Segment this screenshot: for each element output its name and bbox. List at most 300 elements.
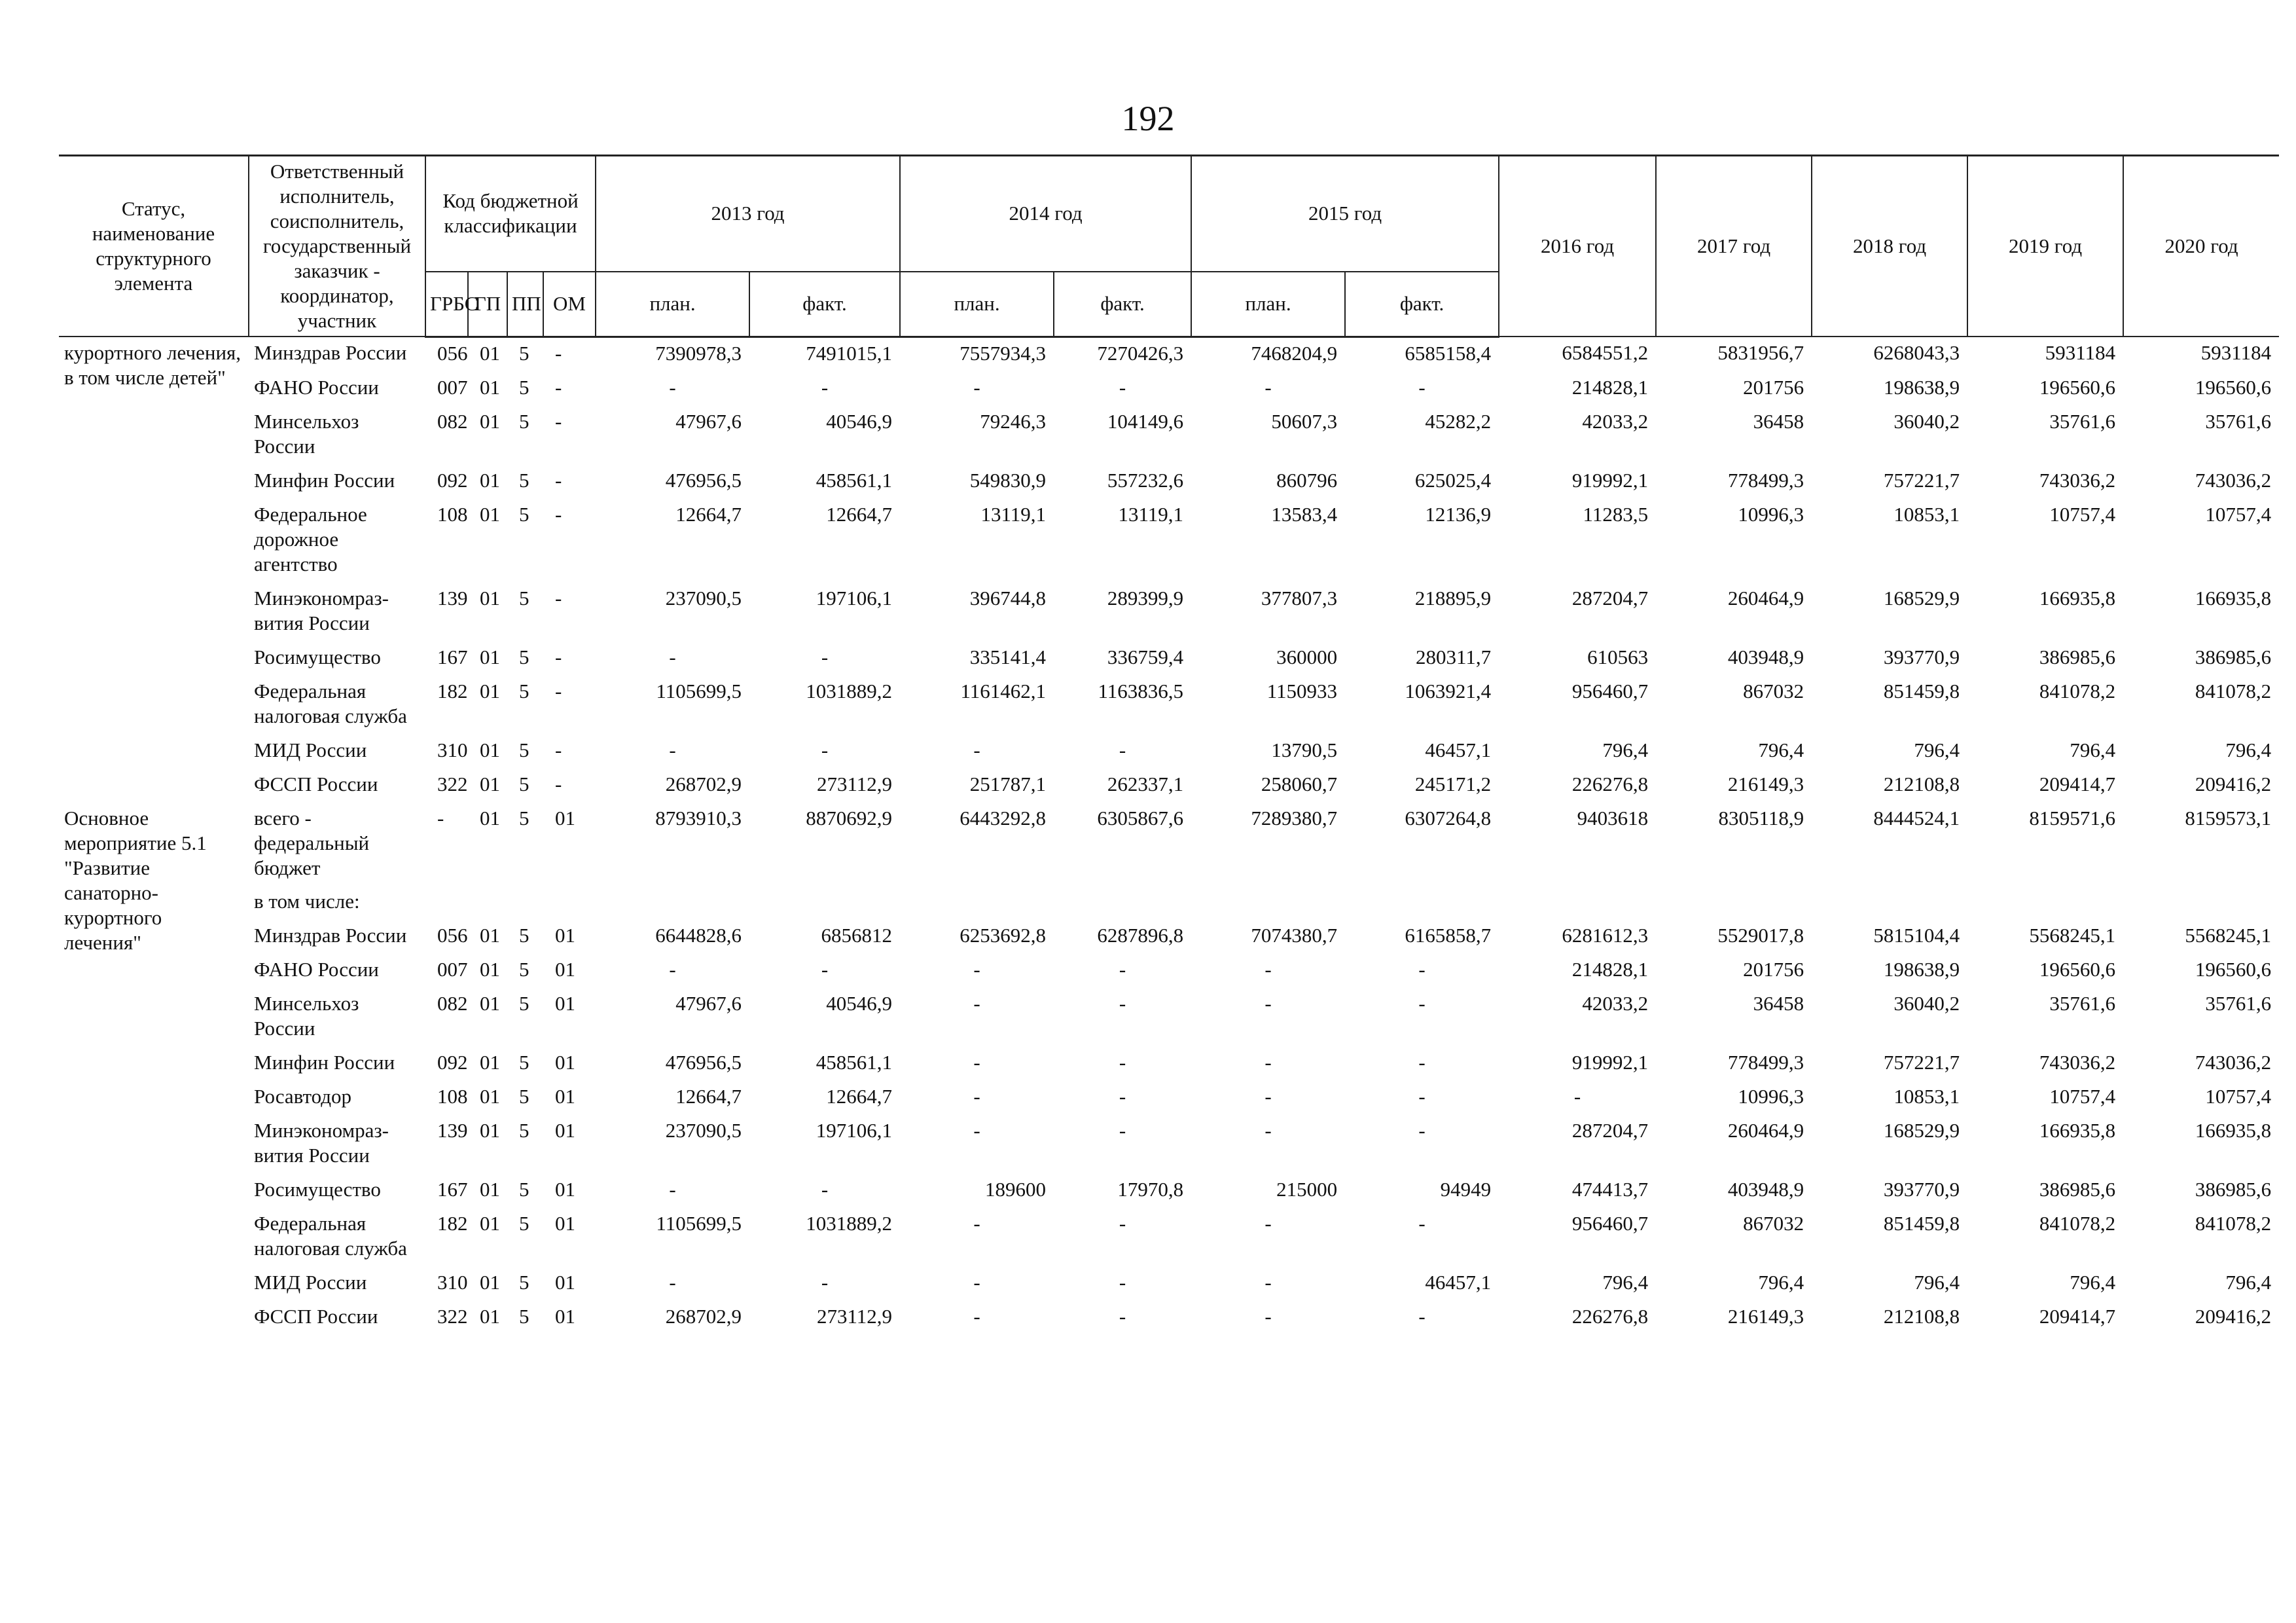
executor-cell: всего - федеральный бюджет [254, 806, 370, 879]
table-row [59, 1081, 2279, 1115]
f2015-cell: - [1418, 957, 1426, 981]
p2015-cell: 258060,7 [1261, 772, 1338, 795]
f2014-cell: - [1119, 738, 1126, 761]
y2017-cell: 867032 [1743, 1211, 1804, 1235]
table-row-subheading [59, 886, 2279, 920]
y2019-cell: 35761,6 [2049, 409, 2116, 433]
y2019-cell: 209414,7 [2039, 1304, 2116, 1328]
f2014-cell: - [1119, 1270, 1126, 1294]
p2014-cell: - [973, 957, 980, 981]
gp-cell: 01 [480, 1050, 500, 1074]
p2013-cell: - [669, 1270, 676, 1294]
executor-cell: МИД России [254, 1270, 367, 1294]
y2017-cell: 260464,9 [1727, 586, 1804, 610]
executor-cell: МИД России [254, 738, 367, 761]
y2019-cell: 5568245,1 [2029, 923, 2116, 947]
f2015-cell: - [1418, 1211, 1426, 1235]
header-year-2013: 2013 год [596, 156, 900, 272]
executor-cell: Минсельхоз России [254, 991, 359, 1040]
om-cell: 01 [555, 1211, 575, 1235]
p2013-cell: - [669, 738, 676, 761]
gp-cell: 01 [480, 1211, 500, 1235]
y2019-cell: 35761,6 [2049, 991, 2116, 1015]
p2013-cell: 47967,6 [675, 409, 742, 433]
y2016-cell: 919992,1 [1571, 468, 1649, 492]
pp-cell: 5 [519, 409, 529, 433]
pp-cell: 5 [519, 806, 529, 830]
y2020-cell: 5931184 [2200, 341, 2272, 364]
y2016-cell: 9403618 [1577, 806, 1649, 830]
executor-cell: Росавтодор [254, 1084, 352, 1108]
table-row [59, 920, 2279, 954]
om-cell: 01 [555, 957, 575, 981]
executor-cell: ФССП России [254, 1304, 378, 1328]
y2018-cell: 5815104,4 [1873, 923, 1960, 947]
header-year-2014: 2014 год [900, 156, 1191, 272]
grbs-cell: 167 [437, 1177, 468, 1201]
y2018-cell: 212108,8 [1883, 1304, 1960, 1328]
f2013-cell: 7491015,1 [806, 341, 893, 365]
f2014-cell: - [1119, 375, 1126, 399]
y2020-cell: 166935,8 [2195, 586, 2272, 610]
pp-cell: 5 [519, 586, 529, 610]
gp-cell: 01 [480, 679, 500, 702]
p2014-cell: 251787,1 [969, 772, 1047, 795]
f2015-cell: - [1418, 1118, 1426, 1142]
y2020-cell: 8159573,1 [2185, 806, 2272, 830]
table-row [59, 676, 2279, 735]
header-om: ОМ [543, 272, 596, 337]
y2019-cell: 841078,2 [2039, 1211, 2116, 1235]
executor-cell: Федеральная налоговая служба [254, 679, 407, 727]
pp-cell: 5 [519, 645, 529, 668]
y2018-cell: 198638,9 [1883, 957, 1960, 981]
f2015-cell: 46457,1 [1425, 738, 1492, 761]
table-row [59, 769, 2279, 803]
om-cell: 01 [555, 1050, 575, 1074]
table-row [59, 583, 2279, 642]
executor-cell: Минздрав России [254, 341, 407, 364]
om-cell: 01 [555, 1304, 575, 1328]
pp-cell: 5 [519, 957, 529, 981]
f2013-cell: 458561,1 [816, 468, 893, 492]
p2013-cell: 1105699,5 [656, 679, 742, 702]
p2014-cell: 549830,9 [969, 468, 1047, 492]
header-plan-2015: план. [1191, 272, 1345, 337]
executor-cell: Минсельхоз России [254, 409, 359, 458]
f2013-cell: 273112,9 [816, 1304, 893, 1328]
f2014-cell: 7270426,3 [1097, 341, 1184, 365]
y2018-cell: 6268043,3 [1873, 341, 1960, 364]
pp-cell: 5 [519, 1211, 529, 1235]
y2019-cell: 10757,4 [2049, 1084, 2116, 1108]
p2015-cell: - [1265, 957, 1272, 981]
y2016-cell: 956460,7 [1571, 679, 1649, 702]
y2020-cell: 5568245,1 [2185, 923, 2272, 947]
y2018-cell: 393770,9 [1883, 645, 1960, 668]
header-year-2020: 2020 год [2123, 156, 2279, 337]
pp-cell: 5 [519, 341, 529, 365]
y2020-cell: 743036,2 [2195, 468, 2272, 492]
gp-cell: 01 [480, 645, 500, 668]
f2014-cell: 289399,9 [1107, 586, 1184, 610]
y2016-cell: 919992,1 [1571, 1050, 1649, 1074]
header-year-2017: 2017 год [1656, 156, 1812, 337]
gp-cell: 01 [480, 586, 500, 610]
pp-cell: 5 [519, 502, 529, 526]
y2016-cell: 474413,7 [1571, 1177, 1649, 1201]
y2017-cell: 403948,9 [1727, 645, 1804, 668]
y2019-cell: 196560,6 [2039, 957, 2116, 981]
header-executor: Ответственный исполнитель, соисполнитель, государственный заказчик - координатор, участник [249, 156, 425, 337]
table-row [59, 1301, 2279, 1335]
f2013-cell: - [821, 375, 829, 399]
y2019-cell: 386985,6 [2039, 1177, 2116, 1201]
grbs-cell: 167 [437, 645, 468, 668]
y2017-cell: 5529017,8 [1717, 923, 1804, 947]
grbs-cell: 056 [437, 341, 468, 365]
y2018-cell: 10853,1 [1893, 1084, 1960, 1108]
f2015-cell: - [1418, 991, 1426, 1015]
f2015-cell: 94949 [1440, 1177, 1492, 1201]
y2017-cell: 10996,3 [1738, 502, 1804, 526]
status-cell: курортного лечения, в том числе детей" [64, 341, 242, 389]
y2016-cell: 42033,2 [1582, 409, 1649, 433]
table-row [59, 406, 2279, 465]
y2017-cell: 201756 [1743, 957, 1804, 981]
table-row [59, 988, 2279, 1047]
p2014-cell: 335141,4 [969, 645, 1047, 668]
grbs-cell: 322 [437, 1304, 468, 1328]
om-cell: 01 [555, 923, 575, 947]
table-row [59, 642, 2279, 676]
y2020-cell: 841078,2 [2195, 1211, 2272, 1235]
y2018-cell: 851459,8 [1883, 1211, 1960, 1235]
p2013-cell: 12664,7 [675, 1084, 742, 1108]
f2015-cell: 625025,4 [1414, 468, 1492, 492]
p2015-cell: 7289380,7 [1251, 806, 1338, 830]
p2014-cell: - [973, 1050, 980, 1074]
pp-cell: 5 [519, 772, 529, 795]
y2017-cell: 5831956,7 [1717, 341, 1804, 364]
y2016-cell: 956460,7 [1571, 1211, 1649, 1235]
f2013-cell: - [821, 1270, 829, 1294]
y2017-cell: 201756 [1743, 375, 1804, 399]
executor-cell: Росимущество [254, 1177, 381, 1201]
f2013-cell: 8870692,9 [806, 806, 893, 830]
budget-table [59, 155, 2279, 1335]
grbs-cell: 007 [437, 375, 468, 399]
y2017-cell: 796,4 [1758, 1270, 1804, 1294]
f2013-cell: - [821, 738, 829, 761]
p2013-cell: 6644828,6 [655, 923, 742, 947]
grbs-cell: 092 [437, 468, 468, 492]
y2017-cell: 403948,9 [1727, 1177, 1804, 1201]
om-cell: - [555, 409, 562, 433]
y2020-cell: 796,4 [2225, 738, 2272, 761]
f2015-cell: - [1418, 1084, 1426, 1108]
gp-cell: 01 [480, 375, 500, 399]
om-cell: - [555, 586, 562, 610]
p2015-cell: 377807,3 [1261, 586, 1338, 610]
y2018-cell: 796,4 [1914, 1270, 1960, 1294]
p2015-cell: 1150933 [1266, 679, 1338, 702]
p2014-cell: 79246,3 [980, 409, 1047, 433]
p2015-cell: - [1265, 1270, 1272, 1294]
status-cell: Основное мероприятие 5.1 "Развитие санаторно-курортного лечения" [64, 806, 207, 954]
header-fact-2015: факт. [1345, 272, 1499, 337]
y2018-cell: 8444524,1 [1873, 806, 1960, 830]
grbs-cell: 082 [437, 991, 468, 1015]
y2016-cell: 610563 [1587, 645, 1649, 668]
y2017-cell: 36458 [1753, 991, 1804, 1015]
p2014-cell: 7557934,3 [960, 341, 1047, 365]
p2013-cell: 476956,5 [665, 1050, 742, 1074]
grbs-cell: 182 [437, 1211, 468, 1235]
p2015-cell: 13790,5 [1271, 738, 1338, 761]
p2013-cell: - [669, 957, 676, 981]
y2020-cell: 10757,4 [2205, 1084, 2272, 1108]
p2014-cell: - [973, 1270, 980, 1294]
om-cell: 01 [555, 1177, 575, 1201]
y2017-cell: 778499,3 [1727, 468, 1804, 492]
y2017-cell: 867032 [1743, 679, 1804, 702]
y2020-cell: 743036,2 [2195, 1050, 2272, 1074]
grbs-cell: 108 [437, 502, 468, 526]
y2018-cell: 851459,8 [1883, 679, 1960, 702]
pp-cell: 5 [519, 1177, 529, 1201]
executor-cell: Федеральное дорожное агентство [254, 502, 367, 575]
grbs-cell: 056 [437, 923, 468, 947]
p2014-cell: 1161462,1 [960, 679, 1047, 702]
pp-cell: 5 [519, 1118, 529, 1142]
executor-cell: Минфин России [254, 468, 395, 492]
p2014-cell: 6443292,8 [960, 806, 1047, 830]
p2015-cell: - [1265, 1211, 1272, 1235]
y2018-cell: 757221,7 [1883, 468, 1960, 492]
pp-cell: 5 [519, 1304, 529, 1328]
f2013-cell: 6856812 [821, 923, 893, 947]
p2014-cell: 6253692,8 [960, 923, 1047, 947]
f2015-cell: 218895,9 [1414, 586, 1492, 610]
f2014-cell: - [1119, 1118, 1126, 1142]
y2016-cell: 796,4 [1602, 1270, 1649, 1294]
y2019-cell: 743036,2 [2039, 468, 2116, 492]
f2014-cell: - [1119, 1050, 1126, 1074]
p2014-cell: - [973, 375, 980, 399]
table-row [59, 1208, 2279, 1267]
gp-cell: 01 [480, 738, 500, 761]
header-grbs: ГРБС [425, 272, 468, 337]
gp-cell: 01 [480, 1118, 500, 1142]
f2015-cell: - [1418, 1304, 1426, 1328]
table-row [59, 337, 2279, 372]
f2013-cell: 12664,7 [826, 1084, 893, 1108]
header-year-2016: 2016 год [1499, 156, 1656, 337]
y2016-cell: 796,4 [1602, 738, 1649, 761]
f2015-cell: 6585158,4 [1405, 341, 1492, 365]
om-cell: 01 [555, 1118, 575, 1142]
y2016-cell: 6281612,3 [1562, 923, 1649, 947]
p2015-cell: 215000 [1276, 1177, 1338, 1201]
f2013-cell: 197106,1 [816, 586, 893, 610]
f2015-cell: 1063921,4 [1405, 679, 1492, 702]
p2015-cell: - [1265, 375, 1272, 399]
gp-cell: 01 [480, 923, 500, 947]
p2013-cell: 476956,5 [665, 468, 742, 492]
table-row [59, 803, 2279, 886]
p2013-cell: 268702,9 [665, 1304, 742, 1328]
p2013-cell: 8793910,3 [655, 806, 742, 830]
f2015-cell: 245171,2 [1414, 772, 1492, 795]
om-cell: 01 [555, 1270, 575, 1294]
f2013-cell: 40546,9 [826, 991, 893, 1015]
grbs-cell: - [437, 806, 444, 830]
y2016-cell: 226276,8 [1571, 1304, 1649, 1328]
y2018-cell: 198638,9 [1883, 375, 1960, 399]
om-cell: 01 [555, 1084, 575, 1108]
pp-cell: 5 [519, 738, 529, 761]
grbs-cell: 139 [437, 586, 468, 610]
f2014-cell: 336759,4 [1107, 645, 1184, 668]
p2013-cell: 12664,7 [675, 502, 742, 526]
p2013-cell: - [669, 645, 676, 668]
executor-cell: ФССП России [254, 772, 378, 795]
y2017-cell: 216149,3 [1727, 1304, 1804, 1328]
executor-cell: Федеральная налоговая служба [254, 1211, 407, 1260]
y2016-cell: 226276,8 [1571, 772, 1649, 795]
f2015-cell: - [1418, 375, 1426, 399]
y2016-cell: - [1573, 1084, 1581, 1108]
grbs-cell: 092 [437, 1050, 468, 1074]
y2017-cell: 36458 [1753, 409, 1804, 433]
f2013-cell: - [821, 645, 829, 668]
y2016-cell: 214828,1 [1571, 375, 1649, 399]
f2014-cell: 6305867,6 [1097, 806, 1184, 830]
p2013-cell: 268702,9 [665, 772, 742, 795]
y2020-cell: 10757,4 [2205, 502, 2272, 526]
p2013-cell: - [669, 375, 676, 399]
gp-cell: 01 [480, 409, 500, 433]
f2014-cell: 104149,6 [1107, 409, 1184, 433]
grbs-cell: 139 [437, 1118, 468, 1142]
y2018-cell: 36040,2 [1893, 409, 1960, 433]
y2017-cell: 260464,9 [1727, 1118, 1804, 1142]
f2015-cell: 280311,7 [1415, 645, 1492, 668]
p2015-cell: - [1265, 1304, 1272, 1328]
p2013-cell: 237090,5 [665, 586, 742, 610]
executor-cell: ФАНО России [254, 957, 379, 981]
p2014-cell: - [973, 1304, 980, 1328]
y2017-cell: 216149,3 [1727, 772, 1804, 795]
f2013-cell: 1031889,2 [806, 1211, 893, 1235]
y2019-cell: 8159571,6 [2029, 806, 2116, 830]
header-year-2015: 2015 год [1191, 156, 1499, 272]
p2013-cell: - [669, 1177, 676, 1201]
y2020-cell: 841078,2 [2195, 679, 2272, 702]
grbs-cell: 310 [437, 1270, 468, 1294]
y2020-cell: 796,4 [2225, 1270, 2272, 1294]
f2015-cell: 45282,2 [1425, 409, 1492, 433]
table-row [59, 499, 2279, 583]
p2013-cell: 1105699,5 [656, 1211, 742, 1235]
page-number: 192 [1121, 99, 1175, 138]
p2015-cell: 360000 [1276, 645, 1338, 668]
y2016-cell: 6584551,2 [1562, 341, 1649, 364]
y2020-cell: 209416,2 [2195, 772, 2272, 795]
p2014-cell: 396744,8 [969, 586, 1047, 610]
f2013-cell: - [821, 1177, 829, 1201]
f2014-cell: 262337,1 [1107, 772, 1184, 795]
gp-cell: 01 [480, 468, 500, 492]
y2018-cell: 796,4 [1914, 738, 1960, 761]
grbs-cell: 182 [437, 679, 468, 702]
executor-cell: Минздрав России [254, 923, 407, 947]
grbs-cell: 007 [437, 957, 468, 981]
y2016-cell: 42033,2 [1582, 991, 1649, 1015]
gp-cell: 01 [480, 502, 500, 526]
f2014-cell: - [1119, 991, 1126, 1015]
y2017-cell: 8305118,9 [1718, 806, 1804, 830]
header-plan-2014: план. [900, 272, 1054, 337]
p2015-cell: 13583,4 [1271, 502, 1338, 526]
p2013-cell: 237090,5 [665, 1118, 742, 1142]
y2019-cell: 386985,6 [2039, 645, 2116, 668]
p2014-cell: 13119,1 [980, 502, 1047, 526]
p2014-cell: - [973, 991, 980, 1015]
f2013-cell: 197106,1 [816, 1118, 893, 1142]
pp-cell: 5 [519, 1270, 529, 1294]
f2013-cell: 40546,9 [826, 409, 893, 433]
y2020-cell: 35761,6 [2205, 409, 2272, 433]
p2015-cell: - [1265, 1050, 1272, 1074]
y2018-cell: 393770,9 [1883, 1177, 1960, 1201]
y2017-cell: 778499,3 [1727, 1050, 1804, 1074]
table-row [59, 1174, 2279, 1208]
y2016-cell: 287204,7 [1571, 586, 1649, 610]
grbs-cell: 310 [437, 738, 468, 761]
p2015-cell: - [1265, 991, 1272, 1015]
om-cell: - [555, 375, 562, 399]
f2014-cell: 13119,1 [1118, 502, 1184, 526]
gp-cell: 01 [480, 1270, 500, 1294]
p2014-cell: - [973, 1084, 980, 1108]
f2013-cell: 273112,9 [816, 772, 893, 795]
executor-cell: Минэкономраз-вития России [254, 586, 389, 634]
gp-cell: 01 [480, 991, 500, 1015]
p2015-cell: 50607,3 [1271, 409, 1338, 433]
om-cell: - [555, 468, 562, 492]
p2013-cell: 7390978,3 [655, 341, 742, 365]
p2014-cell: 189600 [985, 1177, 1047, 1201]
p2013-cell: 47967,6 [675, 991, 742, 1015]
p2015-cell: - [1265, 1084, 1272, 1108]
gp-cell: 01 [480, 772, 500, 795]
y2020-cell: 209416,2 [2195, 1304, 2272, 1328]
y2016-cell: 11283,5 [1583, 502, 1649, 526]
f2014-cell: - [1119, 1084, 1126, 1108]
om-cell: 01 [555, 991, 575, 1015]
pp-cell: 5 [519, 679, 529, 702]
gp-cell: 01 [480, 1304, 500, 1328]
header-fact-2014: факт. [1054, 272, 1191, 337]
table-row [59, 954, 2279, 988]
f2015-cell: - [1418, 1050, 1426, 1074]
y2020-cell: 386985,6 [2195, 645, 2272, 668]
f2014-cell: - [1119, 1304, 1126, 1328]
p2015-cell: 7468204,9 [1251, 341, 1338, 365]
om-cell: 01 [555, 806, 575, 830]
